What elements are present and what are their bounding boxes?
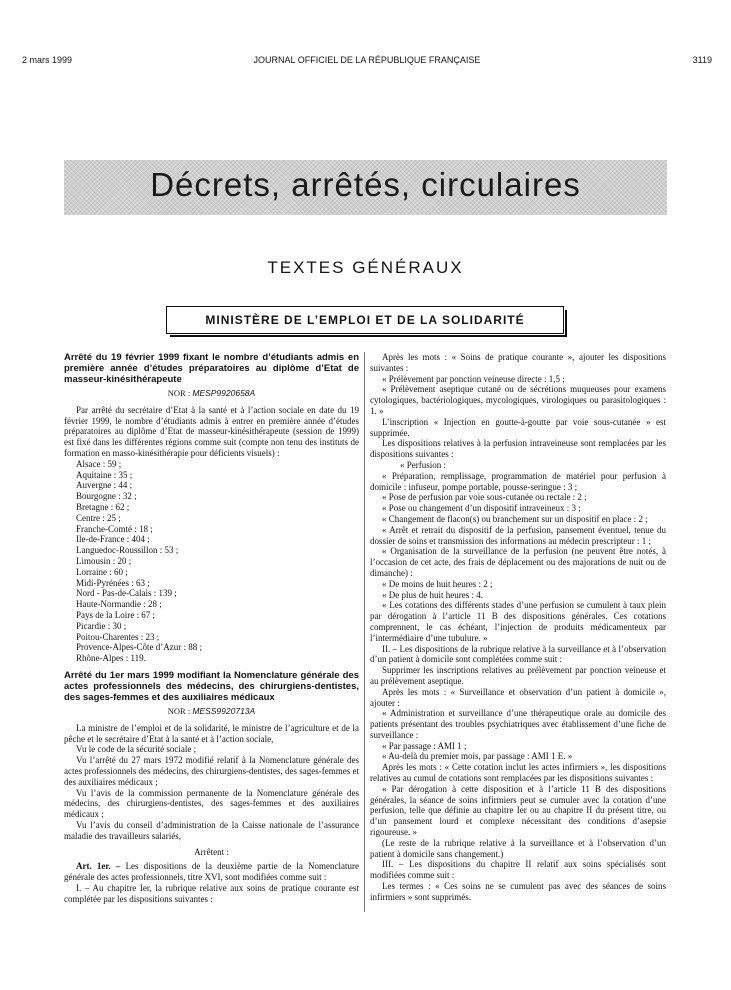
- header-journal-title: JOURNAL OFFICIEL DE LA RÉPUBLIQUE FRANÇAISE: [253, 55, 481, 65]
- article-2-vu-2: Vu l’arrêté du 27 mars 1972 modifié relatif à la Nomenclature générale des actes professionnels des médecins, des chirurgiens-dentistes, des sages-femmes et des auxiliaires médicaux ;: [64, 755, 359, 787]
- region-item: Rhône-Alpes : 119.: [76, 653, 146, 664]
- right-paragraph: « Par passage : AMI 1 ;: [382, 740, 467, 751]
- region-item: Centre : 25 ;: [76, 512, 121, 523]
- right-paragraph: « De moins de huit heures : 2 ;: [382, 578, 493, 589]
- region-item: Pays de la Loire : 67 ;: [76, 609, 155, 620]
- right-paragraph: « Au-delà du premier mois, par passage : AMI 1 E. »: [382, 751, 573, 762]
- section-banner: [64, 160, 667, 215]
- article-2-vu-4: Vu l’avis du conseil d’administration de la Caisse nationale de l’assurance maladie des travailleurs salariés,: [64, 819, 359, 841]
- article-1-nor-code: MESP9920658A: [192, 388, 256, 398]
- right-paragraph: « Les cotations des différents stades d’une perfusion se cumulent à taux plein par dérogation à l’article 11 B des dispositions générales. Ces cotations comprennent, le cas échéant, l’injection de produits médicamenteux par l’intermédiaire d’une tubulure. »: [370, 600, 666, 643]
- right-paragraph: « Prélèvement par ponction veineuse directe : 1,5 ;: [382, 373, 565, 384]
- region-item: Bretagne : 62 ;: [76, 501, 130, 512]
- arretent: Arrêtent :: [194, 847, 229, 858]
- right-paragraph: Après les mots : « Surveillance et observation d’un patient à domicile », ajouter :: [370, 686, 666, 708]
- region-item: Ile-de-France : 404 ;: [76, 534, 150, 545]
- right-paragraph: « Pose ou changement d’un dispositif intraveineux : 3 ;: [382, 503, 581, 514]
- right-paragraph: « Par dérogation à cette disposition et à l’article 11 B des dispositions générales, la séance de soins infirmiers peut se cumuler avec la cotation d’une perfusion, telle que définie au chapitre Ier ou au chapitre II du présent titre, ou d’un pansement lourd et complexe nécessitant des conditions d’asepsie rigoureuse. »: [370, 783, 666, 838]
- right-paragraph: Supprimer les inscriptions relatives au prélèvement par ponction veineuse et au prélèvement aseptique.: [370, 665, 666, 686]
- article-2-nor-code: MESS9920713A: [192, 705, 256, 716]
- left-column: [64, 352, 359, 904]
- article-2-title: Arrêté du 1er mars 1999 modifiant la Nomenclature générale des actes professionnels des médecins, des chirurgiens-dentistes, des sages-femmes et des auxiliaires médicaux: [64, 669, 359, 703]
- region-item: Franche-Comté : 18 ;: [76, 523, 153, 534]
- article-2-vu-1: Vu le code de la sécurité sociale ;: [76, 744, 197, 755]
- column-divider: [364, 352, 365, 912]
- region-item: Alsace : 59 ;: [76, 458, 122, 469]
- region-item: Lorraine : 60 ;: [76, 566, 128, 577]
- right-paragraph: « Prélèvement aseptique cutané ou de sécrétions muqueuses pour examens cytologiques, bactériologiques, mycologiques, virologiques ou parasitologiques : 1. »: [370, 384, 666, 416]
- ministry-box: MINISTÈRE DE L’EMPLOI ET DE LA SOLIDARITÉ: [166, 306, 564, 334]
- right-paragraph: « Perfusion :: [400, 459, 446, 470]
- region-item: Poitou-Charentes : 23 ;: [76, 631, 160, 642]
- right-paragraph: Après les mots : « Soins de pratique courante », ajouter les dispositions suivantes :: [370, 352, 666, 373]
- article-2-nor: [64, 706, 359, 717]
- header-date: 2 mars 1999: [22, 55, 73, 65]
- page-header: [22, 55, 712, 69]
- right-paragraph: (Le reste de la rubrique relative à la surveillance et à l’observation d’un patient à domicile sans changement.): [370, 837, 666, 859]
- article-1er-label: Art. 1er. –: [76, 861, 121, 872]
- article-1-nor: [64, 388, 359, 399]
- right-paragraph: Les termes : « Ces soins ne se cumulent pas avec des séances de soins infirmiers » sont supprimés.: [370, 881, 666, 902]
- article-1er-point-I: I. – Au chapitre Ier, la rubrique relative aux soins de pratique courante est complétée par les dispositions suivantes :: [64, 882, 359, 904]
- article-1er: [64, 861, 359, 883]
- right-paragraph: « Arrêt et retrait du dispositif de la perfusion, pansement éventuel, tenue du dossier de soins et transmission des informations au médecin prescripteur : 1 ;: [370, 524, 666, 546]
- right-paragraph: « Changement de flacon(s) ou branchement sur un dispositif en place : 2 ;: [382, 513, 648, 524]
- region-item: Auvergne : 44 ;: [76, 480, 133, 491]
- right-paragraph: « De plus de huit heures : 4.: [382, 589, 483, 600]
- right-paragraph: Après les mots : « Cette cotation inclut les actes infirmiers », les dispositions relatives au cumul de cotations sont remplacées par les dispositions suivantes :: [370, 762, 666, 784]
- right-paragraph: « Préparation, remplissage, programmation de matériel pour perfusion à domicile : infuseur, pompe portable, pousse-seringue : 3 ;: [370, 470, 666, 492]
- right-paragraph: « Organisation de la surveillance de la perfusion (ne peuvent être notés, à l’occasion de cet acte, des frais de déplacement ou des majorations de nuit ou de dimanche) :: [370, 546, 666, 578]
- article-1-body: Par arrêté du secrétaire d’Etat à la santé et à l’action sociale en date du 19 février 1999, le nombre d’étudiants admis à entrer en première année d’études préparatoires au diplôme d’Etat de masseur-kinésithérapeute (session de 1999) est fixé dans les différentes régions comme suit (compte non tenu des instituts de formation en masso-kinésithérapie pour déficients visuels) :: [64, 404, 359, 458]
- region-item: Languedoc-Roussillon : 53 ;: [76, 545, 179, 556]
- section-title: TEXTES GÉNÉRAUX: [267, 258, 464, 277]
- region-item: Picardie : 30 ;: [76, 620, 127, 631]
- right-paragraph: « Pose de perfusion par voie sous-cutanée ou rectale : 2 ;: [382, 492, 587, 503]
- article-2-nor-label: NOR :: [167, 705, 191, 716]
- region-item: Provence-Alpes-Côte d’Azur : 88 ;: [76, 642, 202, 653]
- regions-list: [64, 459, 359, 664]
- region-item: Aquitaine : 35 ;: [76, 469, 133, 480]
- article-2-vu-3: Vu l’avis de la commission permanente de la Nomenclature générale des médecins, des chirurgiens-dentistes, des sages-femmes et des auxiliaires médicaux ;: [64, 787, 359, 820]
- region-item: Midi-Pyrénées : 63 ;: [76, 577, 150, 588]
- right-paragraph: III. – Les dispositions du chapitre II relatif aux soins spécialisés sont modifiées comme suit :: [370, 859, 666, 881]
- right-column: [370, 352, 666, 903]
- region-item: Bourgogne : 32 ;: [76, 491, 137, 502]
- region-item: Haute-Normandie : 28 ;: [76, 599, 162, 610]
- right-paragraph: L’inscription « Injection en goutte-à-goutte par voie sous-cutanée » est supprimée.: [370, 416, 666, 438]
- region-item: Nord - Pas-de-Calais : 139 ;: [76, 588, 177, 599]
- right-paragraph: Les dispositions relatives à la perfusion intraveineuse sont remplacées par les dispositions suivantes :: [370, 438, 666, 460]
- right-paragraph: II. – Les dispositions de la rubrique relative à la surveillance et à l’observation d’un patient à domicile sont complétées comme suit :: [370, 643, 666, 665]
- article-1er-text: Les dispositions de la deuxième partie de la Nomenclature générale des actes professionnels, titre XVI, sont modifiées comme suit :: [64, 861, 360, 883]
- region-item: Limousin : 20 ;: [76, 555, 132, 566]
- article-2-preamble: La ministre de l’emploi et de la solidarité, le ministre de l’agriculture et de la pêche et le secrétaire d’Etat à la santé et à l’action sociale,: [64, 722, 359, 744]
- article-1-nor-label: NOR :: [167, 388, 191, 398]
- right-paragraph: « Administration et surveillance d’une thérapeutique orale au domicile des patients présentant des troubles psychiatriques avec établissement d’une fiche de surveillance :: [370, 708, 666, 740]
- header-page-number: 3119: [692, 55, 712, 65]
- article-1-title: Arrêté du 19 février 1999 fixant le nombre d’étudiants admis en première année d’études préparatoires au diplôme d’Etat de masseur-kinésithérapeute: [64, 352, 359, 385]
- banner-title: Décrets, arrêtés, circulaires: [150, 166, 581, 203]
